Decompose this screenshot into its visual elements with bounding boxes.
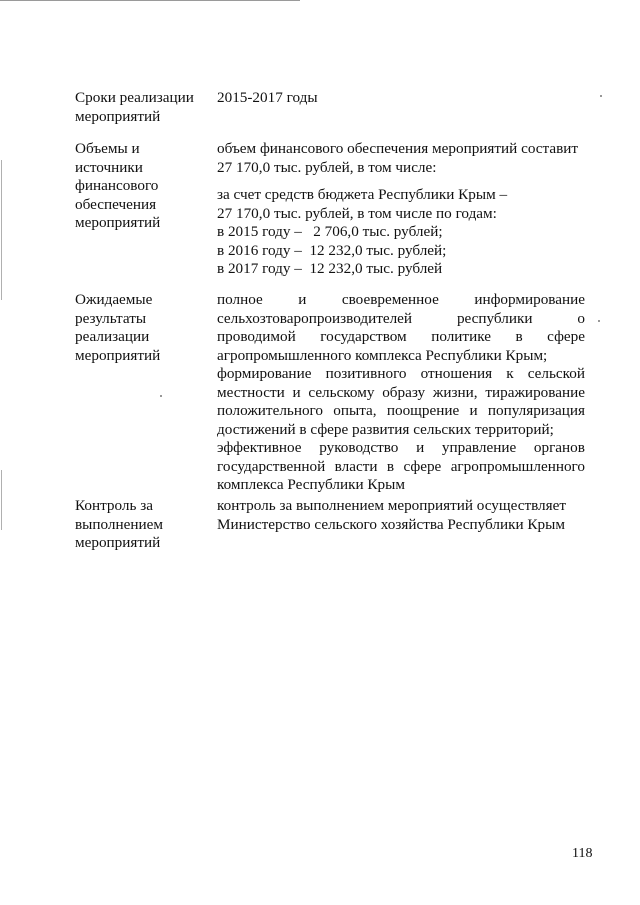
label-line: мероприятий [75, 214, 161, 231]
word: к [506, 365, 514, 382]
content-line: в 2016 году – 12 232,0 тыс. рублей; [217, 241, 447, 259]
content-line: 27 170,0 тыс. рублей, в том числе: [217, 158, 437, 176]
word: информирование [474, 291, 585, 308]
label-line: мероприятий [75, 107, 161, 125]
word: эффективное [217, 439, 302, 456]
section-content [217, 140, 585, 279]
word: сфере [547, 328, 585, 345]
content-line: в 2015 году – 2 706,0 тыс. рублей; [217, 223, 443, 240]
content-line: достижений в сфере развития сельских территорий; [217, 420, 554, 438]
content-line [217, 439, 585, 458]
content-line: объем финансового обеспечения мероприятий составит [217, 140, 579, 157]
word: проводимой [217, 328, 296, 345]
content-line: 2015-2017 годы [217, 89, 318, 106]
word: политике [431, 328, 491, 345]
word: полное [217, 291, 263, 308]
section-content [217, 89, 585, 108]
word: и [292, 383, 301, 401]
word: и [416, 439, 425, 456]
page-number: 118 [572, 846, 593, 861]
content-line: за счет средств бюджета Республики Крым – [217, 186, 508, 203]
content-line [217, 402, 585, 421]
word: позитивного [325, 365, 407, 382]
content-line [217, 365, 585, 384]
section-label [75, 89, 205, 126]
label-line: Ожидаемые [75, 291, 153, 308]
content-line [217, 310, 585, 329]
label-line: реализации [75, 328, 150, 345]
label-line: мероприятий [75, 346, 161, 364]
word: жизни, [432, 383, 478, 401]
word: о [577, 309, 585, 327]
word: сфере [403, 457, 442, 475]
word: власти [334, 457, 378, 475]
content-line: в 2017 году – 12 232,0 тыс. рублей [217, 260, 443, 277]
word: республики [456, 309, 533, 327]
label-line: мероприятий [75, 534, 161, 551]
content-line [217, 328, 585, 347]
word: в [515, 328, 523, 345]
label-line: Контроль за [75, 497, 153, 514]
label-line: результаты [75, 309, 147, 327]
word: управление [441, 439, 517, 456]
word: руководство [319, 439, 399, 456]
label-line: выполнением [75, 515, 163, 533]
word: и [298, 291, 307, 308]
word: формирование [217, 365, 312, 382]
content-line: комплекса Республики Крым [217, 476, 405, 493]
content-line [217, 384, 585, 403]
word: опыта, [333, 402, 377, 419]
content-line: контроль за выполнением мероприятий осуществляет [217, 497, 567, 514]
word: местности [217, 383, 285, 401]
word: образу [382, 383, 426, 401]
label-line: финансового [75, 177, 159, 194]
word: и [469, 402, 478, 419]
word: отношения [420, 365, 493, 382]
label-line: обеспечения [75, 195, 157, 213]
word: сельскому [308, 383, 375, 401]
word: поощрение [386, 402, 460, 419]
word: государством [320, 328, 407, 345]
word: сельхозтоваропроизводителей [217, 309, 413, 327]
word: сельской [527, 365, 585, 382]
word: популяризация [487, 402, 585, 419]
word: положительного [217, 402, 323, 419]
content-line: 27 170,0 тыс. рублей, в том числе по годам: [217, 204, 497, 222]
section-label [75, 291, 205, 365]
word: в [386, 457, 395, 475]
section-label [75, 497, 205, 553]
content-line [217, 458, 585, 477]
word: агропромышленного [450, 457, 585, 475]
label-line: Объемы и [75, 140, 140, 157]
content-line [217, 291, 585, 310]
content-line: агропромышленного комплекса Республики Крым; [217, 346, 548, 364]
section-content [217, 497, 585, 534]
word: органов [533, 439, 585, 456]
label-line: Сроки реализации [75, 89, 194, 106]
word: государственной [217, 457, 326, 475]
word: тиражирование [485, 383, 585, 401]
word: своевременное [341, 291, 439, 308]
label-line: источники [75, 158, 143, 176]
section-content [217, 291, 585, 495]
content-line: Министерство сельского хозяйства Республики Крым [217, 515, 565, 533]
section-label [75, 140, 205, 233]
